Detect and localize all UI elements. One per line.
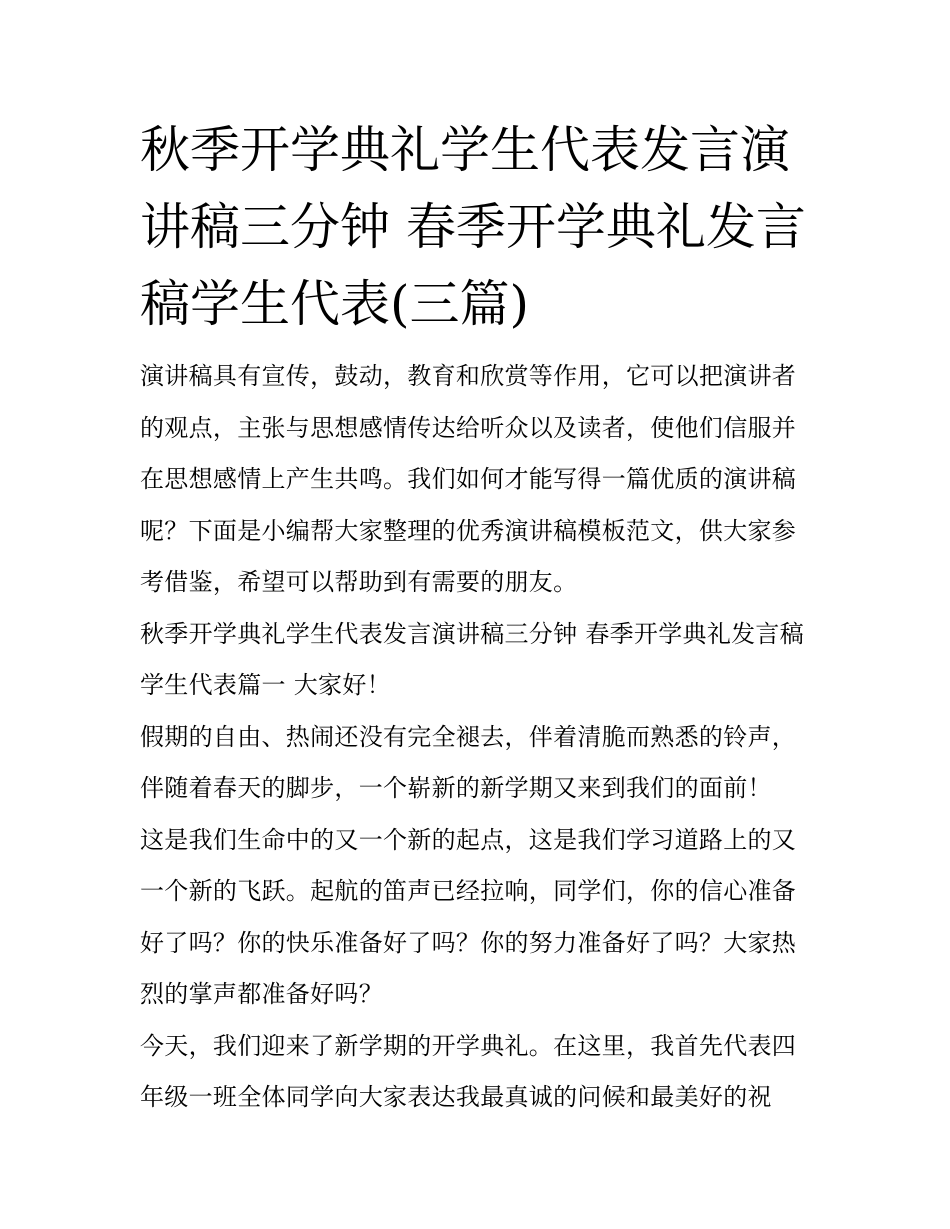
paragraph-intro: 演讲稿具有宣传，鼓动，教育和欣赏等作用，它可以把演讲者的观点，主张与思想感情传达给听众以及读者，使他们信服并在思想感情上产生共鸣。我们如何才能写得一篇优质的演讲稿呢？下面是小编帮大家整理的优秀演讲稿模板范文，供大家参考借鉴，希望可以帮助到有需要的朋友。 xyxy=(140,362,797,596)
document-body xyxy=(140,112,815,1124)
paragraph-2: 假期的自由、热闹还没有完全褪去，伴着清脆而熟悉的铃声，伴随着春天的脚步，一个崭新的新学期又来到我们的面前！ xyxy=(140,722,797,802)
paragraph-4: 今天，我们迎来了新学期的开学典礼。在这里，我首先代表四年级一班全体同学向大家表达我最真诚的问候和最美好的祝 xyxy=(140,1031,797,1111)
paragraph-3: 这是我们生命中的又一个新的起点，这是我们学习道路上的又一个新的飞跃。起航的笛声已经拉响，同学们，你的信心准备好了吗？你的快乐准备好了吗？你的努力准备好了吗？大家热烈的掌声都准备好吗？ xyxy=(140,825,797,1008)
paragraph-heading-1: 秋季开学典礼学生代表发言演讲稿三分钟 春季开学典礼发言稿学生代表篇一 大家好！ xyxy=(140,619,805,699)
document-title: 秋季开学典礼学生代表发言演讲稿三分钟 春季开学典礼发言稿学生代表(三篇) xyxy=(140,121,806,333)
